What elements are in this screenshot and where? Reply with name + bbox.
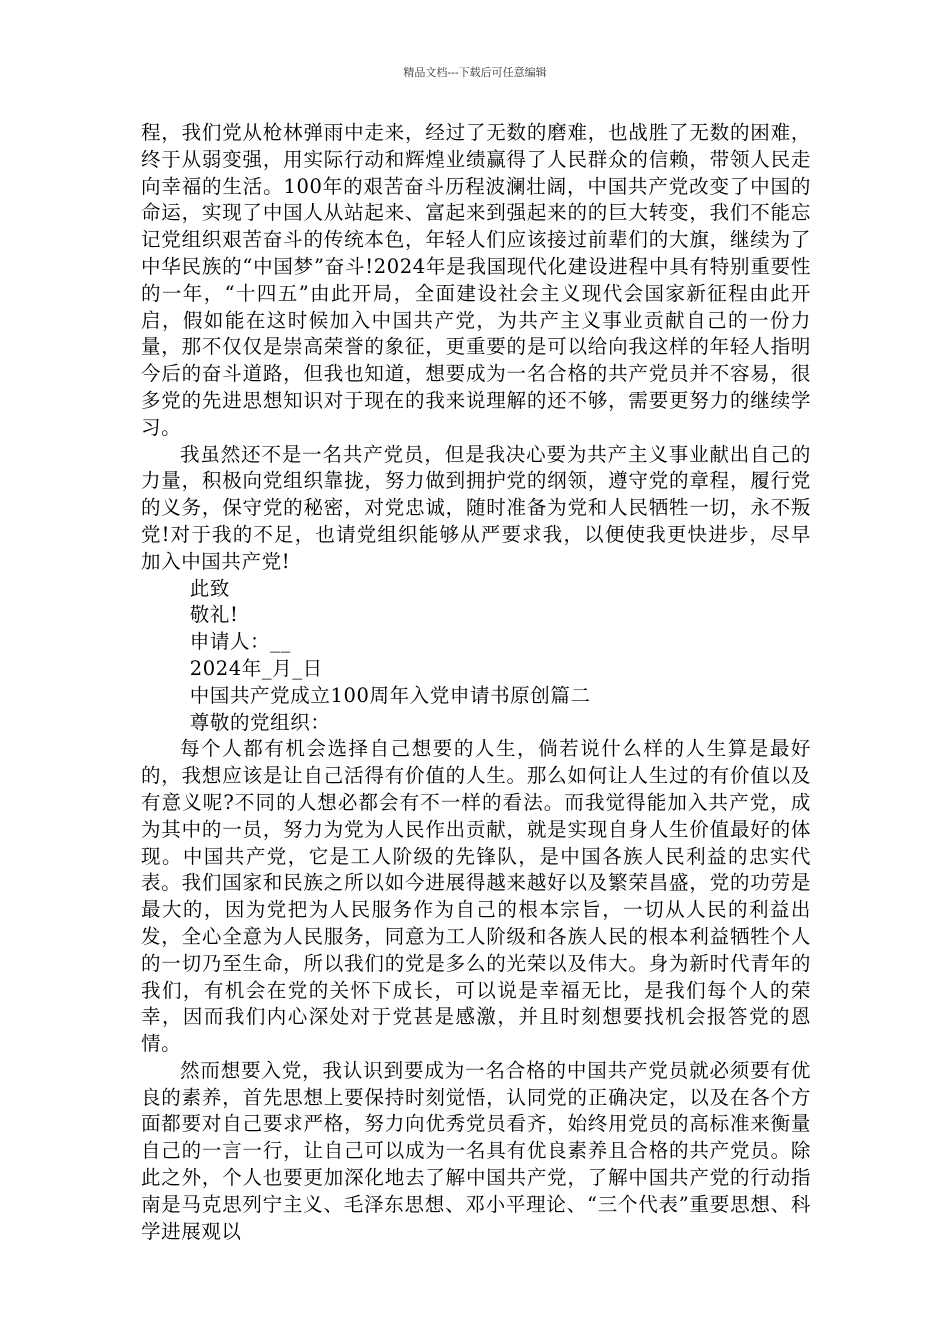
closing-salute: 敬礼! [189,603,239,627]
closing-greeting: 此致 [189,576,230,600]
paragraph-2: 我虽然还不是一名共产党员，但是我决心要为共产主义事业献出自己的力量，积极向党组织靠拢，努力做到拥护党的纲领，遵守党的章程，履行党的义务，保守党的秘密，对党忠诚，随时准备为党和人民牺牲一切，永不叛党!对于我的不足，也请党组织能够从严要求我，以便使我更快进步，尽早加入中国共产党! [141,442,811,573]
paragraph-1: 程，我们党从枪林弹雨中走来，经过了无数的磨难，也战胜了无数的困难，终于从弱变强，用实际行动和辉煌业绩赢得了人民群众的信赖，带领人民走向幸福的生活。100年的艰苦奋斗历程波澜壮阔，中国共产党改变了中国的命运，实现了中国人从站起来、富起来到强起来的的巨大转变，我们不能忘记党组织艰苦奋斗的传统本色，年轻人们应该接过前辈们的大旗，继续为了中华民族的“中国梦”奋斗!2024年是我国现代化建设进程中具有特别重要性的一年，“十四五”由此开局，全面建设社会主义现代会国家新征程由此开启，假如能在这时候加入中国共产党，为共产主义事业贡献自己的一份力量，那不仅仅是崇高荣誉的象征，更重要的是可以给向我这样的年轻人指明今后的奋斗道路，但我也知道，想要成为一名合格的共产党员并不容易，很多党的先进思想知识对于现在的我来说理解的还不够，需要更努力的继续学习。 [141,121,811,439]
date-line: 2024年_月_日 [189,656,323,680]
salutation: 尊敬的党组织： [189,710,331,734]
page-header: 精品文档---下载后可任意编辑 [403,66,547,79]
paragraph-3: 每个人都有机会选择自己想要的人生，倘若说什么样的人生算是最好的，我想应该是让自己活得有价值的人生。那么如何让人生过的有价值以及有意义呢?不同的人想必都会有不一样的看法。而我觉得能加入共产党，成为其中的一员，努力为党为人民作出贡献，就是实现自身人生价值最好的体现。中国共产党，它是工人阶级的先锋队，是中国各族人民利益的忠实代表。我们国家和民族之所以如今进展得越来越好以及繁荣昌盛，党的功劳是最大的，因为党把为人民服务作为自己的根本宗旨，一切从人民的利益出发，全心全意为人民服务，同意为工人阶级和各族人民的根本利益牺牲个人的一切乃至生命，所以我们的党是多么的光荣以及伟大。身为新时代青年的我们，有机会在党的关怀下成长，可以说是幸福无比，是我们每个人的荣幸，因而我们内心深处对于党甚是感激，并且时刻想要找机会报答党的恩情。 [141,737,811,1056]
applicant-line: 申请人：__ [189,630,291,654]
document-body [141,120,811,1245]
section-title: 中国共产党成立100周年入党申请书原创篇二 [189,683,591,707]
paragraph-4: 然而想要入党，我认识到要成为一名合格的中国共产党员就必须要有优良的素养，首先思想上要保持时刻觉悟，认同党的正确决定，以及在各个方面都要对自己要求严格，努力向优秀党员看齐，始终用党员的高标准来衡量自己的一言一行，让自己可以成为一名具有优良素养且合格的共产党员。除此之外，个人也要更加深化地去了解中国共产党，了解中国共产党的行动指南是马克思列宁主义、毛泽东思想、邓小平理论、“三个代表”重要思想、科学进展观以 [141,1058,811,1243]
